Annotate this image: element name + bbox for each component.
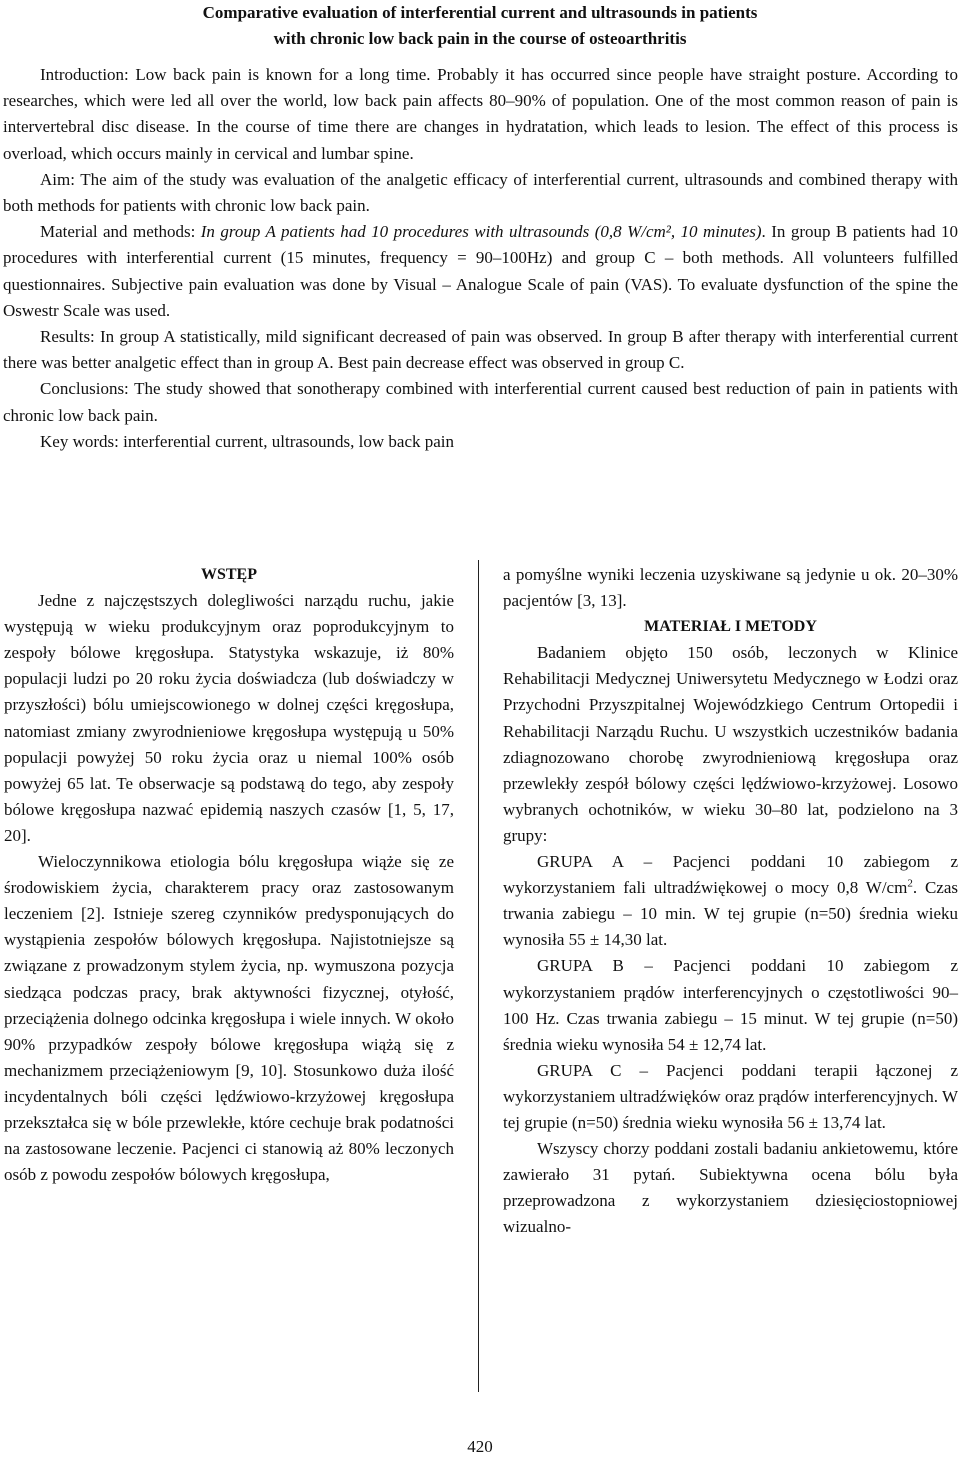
section-heading-metody: MATERIAŁ I METODY bbox=[644, 618, 817, 636]
right-continuation: a pomyślne wyniki leczenia uzyskiwane są jedynie u ok. 20–30% pacjentów [3, 13]. bbox=[503, 565, 958, 611]
group-a-text-rest: . Czas trwania zabiegu – 10 min. W tej grupie (n=50) średnia wieku wynosiła 55 ± 14,30 lat. bbox=[503, 878, 959, 950]
methods-rest: . In group B patients had 10 procedures with interferential current (15 minutes, frequency = 90–100Hz) and group C – both methods. All volunteers fulfilled questionnaires. Subjective pain evaluation was done by Visual – Analogue Scale of pain (VAS). To evaluate dysfunction of the spine the Oswestr Scale was used. bbox=[3, 222, 958, 320]
group-a-text: GRUPA A – Pacjenci poddani 10 zabiegom z wykorzystaniem fali ultradźwiękowej o mocy 0,8 W/cm bbox=[503, 852, 958, 898]
abstract-results: Results: In group A statistically, mild significant decreased of pain was observed. In group B after therapy with interferential current there was better analgetic effect than in group A. Best pain decrease effect was observed in group C. bbox=[3, 327, 958, 373]
right-paragraph-group-c: GRUPA C – Pacjenci poddani terapii łączonej z wykorzystaniem ultradźwięków oraz prądów interferencyjnych. W tej grupie (n=50) średnia wieku wynosiła 56 ± 13,74 lat. bbox=[503, 1060, 958, 1132]
abstract-keywords: Key words: interferential current, ultrasounds, low back pain bbox=[40, 431, 455, 451]
left-column bbox=[4, 562, 454, 1188]
methods-label: Material and methods: bbox=[40, 222, 201, 242]
right-paragraph-group-a bbox=[503, 849, 958, 953]
column-divider bbox=[478, 560, 479, 1392]
abstract-methods bbox=[3, 219, 958, 324]
section-heading-wstep: WSTĘP bbox=[200, 566, 257, 583]
title-line-2: with chronic low back pain in the course of osteoarthritis bbox=[273, 29, 687, 48]
left-paragraph-2: Wieloczynnikowa etiologia bólu kręgosłupa wiąże się ze środowiskiem życia, charakterem pracy oraz zastosowanym leczeniem [2]. Istnieje szereg czynników predysponujących do wystąpienia zespołów bólowych kręgosłupa. Najistotniejsze są związane z prowadzonym stylem życia, np. wymuszona pozycja siedząca podczas pracy, brak aktywności fizycznej, otyłość, przeciążenia dolnego odcinka kręgosłupa i wiele innych. W około 90% przypadków zespoły bólowe kręgosłupa wiążą się z mechanizmem przeciążeniowym [9, 10]. Stosunkowo duża ilość incydentalnych bóli części lędźwiowo-krzyżowej kręgosłupa przekształca się w bóle przewlekłe, które cechuje brak podatności na zastosowane leczenie. Pacjenci ci stanowią aż 80% leczonych osób z powodu zespołów bólowych kręgosłupa, bbox=[4, 852, 454, 1185]
abstract-aim: Aim: The aim of the study was evaluation of the analgetic efficacy of interferential current, ultrasounds and combined therapy with both methods for patients with chronic low back pain. bbox=[3, 169, 958, 216]
title-line-1: Comparative evaluation of interferential current and ultrasounds in patients bbox=[202, 3, 758, 22]
methods-italic: In group A patients had 10 procedures with ultrasounds (0,8 W/cm², 10 minutes) bbox=[200, 222, 762, 242]
group-a-superscript: 2 bbox=[907, 877, 913, 890]
english-abstract bbox=[3, 62, 958, 455]
right-paragraph-group-b: GRUPA B – Pacjenci poddani 10 zabiegom z wykorzystaniem prądów interferencyjnych o częstotliwości 90–100 Hz. Czas trwania zabiegu – 15 minut. W tej grupie (n=50) średnia wieku wynosiła 54 ± 12,74 lat. bbox=[503, 956, 958, 1054]
abstract-conclusions: Conclusions: The study showed that sonotherapy combined with interferential current caused best reduction of pain in patients with chronic low back pain. bbox=[3, 379, 958, 425]
right-paragraph-1: Badaniem objęto 150 osób, leczonych w Klinice Rehabilitacji Medycznej Uniwersytetu Medycznego w Łodzi oraz Przychodni Przyszpitalnej Wojewódzkiego Centrum Ortopedii i Rehabilitacji Narządu Ruchu. U wszystkich uczestników badania zdiagnozowano chorobę zwyrodnieniową kręgosłupa oraz przewlekły zespół bólowy części lędźwiowo-krzyżowej. Losowo wybranych ochotników, w wieku 30–80 lat, podzielono na 3 grupy: bbox=[503, 643, 958, 845]
abstract-introduction: Introduction: Low back pain is known for a long time. Probably it has occurred since people have straight posture. According to researches, which were led all over the world, low back pain affects 80–90% of population. One of the most common reason of pain is intervertebral disc disease. In the course of time there are changes in hydratation, which leads to lesion. The effect of this process is overload, which occurs mainly in cervical and lumbar spine. bbox=[3, 65, 958, 163]
article-title bbox=[0, 0, 960, 52]
right-paragraph-survey: Wszyscy chorzy poddani zostali badaniu ankietowemu, które zawierało 31 pytań. Subiektywna ocena bólu była przeprowadzona z wykorzystaniem dziesięciostopniowej wizualno- bbox=[503, 1139, 958, 1237]
page-number: 420 bbox=[467, 1437, 493, 1456]
left-paragraph-1: Jedne z najczęstszych dolegliwości narządu ruchu, jakie występują w wieku produkcyjnym oraz poprodukcyjnym to zespoły bólowe kręgosłupa. Statystyka wskazuje, iż 80% populacji ludzi po 20 roku życia doświadcza (lub doświadczy w przyszłości) bólu umiejscowionego w dolnej części kręgosłupa, natomiast zmiany zwyrodnieniowe kręgosłupa występują u 50% populacji powyżej 50 roku życia oraz u niemal 100% osób powyżej 65 lat. Te obserwacje są podstawą do tego, aby zespoły bólowe kręgosłupa nazwać epidemią naszych czasów [1, 5, 17, 20]. bbox=[4, 591, 454, 845]
right-column bbox=[503, 562, 958, 1240]
